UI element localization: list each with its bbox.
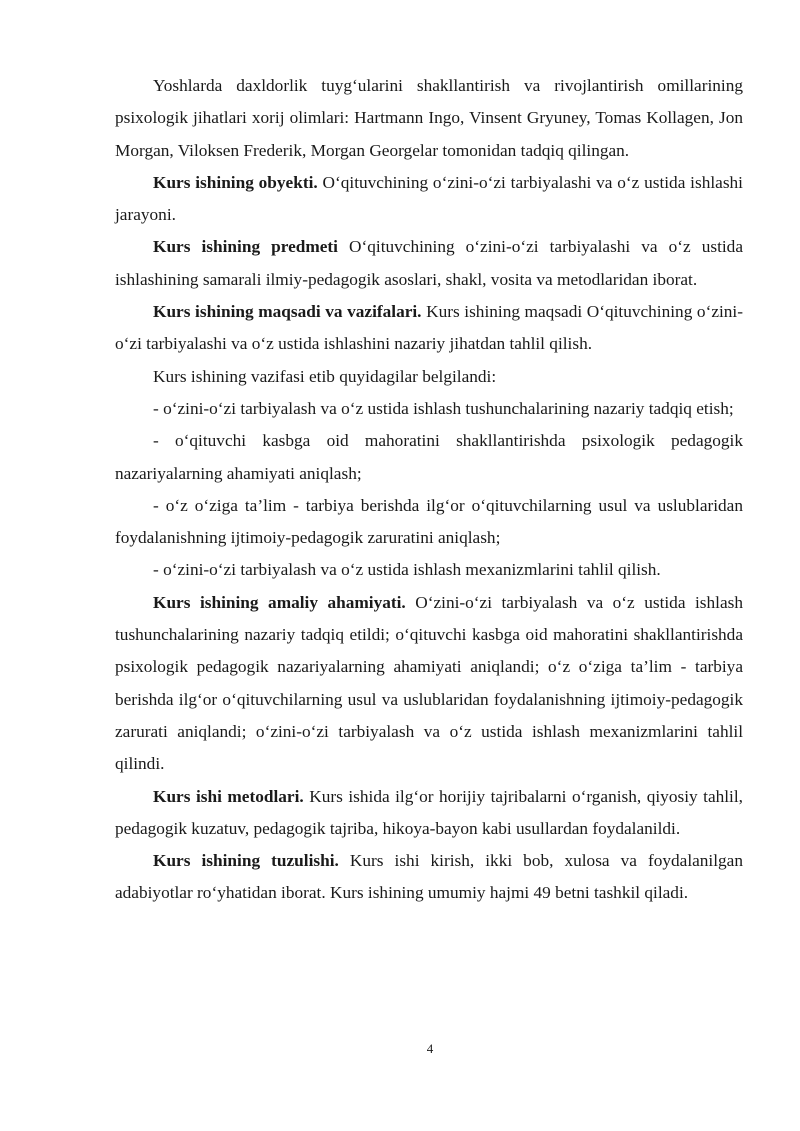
paragraph-heading: Kurs ishining maqsadi va vazifalari. xyxy=(153,302,422,322)
paragraph-object xyxy=(115,167,743,232)
list-item xyxy=(115,490,743,555)
list-item xyxy=(115,554,743,586)
paragraph-text: O‘qituvchining o‘zini-o‘zi tarbiyalashi va o‘z ustida ishlashining samarali ilmiy-pedagogik asoslari, shakl, vosita va metodlaridan iborat. xyxy=(115,237,743,289)
document-body xyxy=(115,70,743,910)
paragraph-text: Yoshlarda daxldorlik tuyg‘ularini shakllantirish va rivojlantirish omillarining psixologik jihatlari xorij olimlari: Hartmann Ingo, Vinsent Gryuney, Tomas Kollagen, Jon Morgan, Viloksen Frederik, Morgan Georgelar tomonidan tadqiq qilingan. xyxy=(115,76,743,160)
list-item-text: - o‘zini-o‘zi tarbiyalash va o‘z ustida ishlash tushunchalarining nazariy tadqiq etish; xyxy=(153,398,734,418)
paragraph-text: Kurs ishida ilg‘or horijiy tajribalarni o‘rganish, qiyosiy tahlil, pedagogik kuzatuv, pedagogik tajriba, hikoya-bayon kabi usullardan foydalanildi. xyxy=(115,786,743,838)
paragraph-heading: Kurs ishining tuzulishi. xyxy=(153,851,339,871)
list-item-text: - o‘zini-o‘zi tarbiyalash va o‘z ustida ishlash mexanizmlarini tahlil qilish. xyxy=(153,560,661,580)
list-item-text: - o‘z o‘ziga ta’lim - tarbiya berishda ilg‘or o‘qituvchilarning usul va uslublaridan foydalanishning ijtimoiy-pedagogik zaruratini aniqlash; xyxy=(115,495,743,548)
paragraph-subject xyxy=(115,231,743,296)
paragraph-structure xyxy=(115,845,743,910)
paragraph-goals xyxy=(115,296,743,361)
paragraph-text: O‘qituvchining o‘zini-o‘zi tarbiyalashi va o‘z ustida ishlashi jarayoni. xyxy=(115,172,743,225)
page-number-text: 4 xyxy=(426,1041,434,1056)
paragraph-text: Kurs ishi kirish, ikki bob, xulosa va foydalanilgan adabiyotlar ro‘yhatidan iborat. Kurs ishining umumiy hajmi 49 betni tashkil qiladi. xyxy=(115,851,743,903)
paragraph-text: Kurs ishining maqsadi O‘qituvchining o‘zini-o‘zi tarbiyalashi va o‘z ustida ishlashini nazariy jihatdan tahlil qilish. xyxy=(115,302,743,354)
page-number xyxy=(0,1041,800,1057)
paragraph-practical-significance xyxy=(115,587,743,781)
paragraph-heading: Kurs ishi metodlari. xyxy=(153,786,304,806)
paragraph-tasks-intro xyxy=(115,361,743,393)
list-item-text: - o‘qituvchi kasbga oid mahoratini shakllantirishda psixologik pedagogik nazariyalarning ahamiyati aniqlash; xyxy=(115,431,743,483)
list-item xyxy=(115,393,743,425)
paragraph-heading: Kurs ishining obyekti. xyxy=(153,172,318,192)
paragraph-intro xyxy=(115,70,743,167)
paragraph-text: O‘zini-o‘zi tarbiyalash va o‘z ustida ishlash tushunchalarining nazariy tadqiq etildi; o‘qituvchi kasbga oid mahoratini shakllantirishda psixologik pedagogik nazariyalarning ahamiyati aniqlandi; o‘z o‘ziga ta’lim - tarbiya berishda ilg‘or o‘qituvchilarning usul va uslublaridan foydalanishning ijtimoiy-pedagogik zarurati aniqlandi; o‘zini-o‘zi tarbiyalash va o‘z ustida ishlash mexanizmlarini tahlil qilindi. xyxy=(115,592,743,774)
paragraph-heading: Kurs ishining amaliy ahamiyati. xyxy=(153,592,406,612)
paragraph-heading: Kurs ishining predmeti xyxy=(153,237,338,257)
paragraph-methods xyxy=(115,781,743,846)
list-item xyxy=(115,425,743,490)
paragraph-text: Kurs ishining vazifasi etib quyidagilar belgilandi: xyxy=(153,366,497,386)
